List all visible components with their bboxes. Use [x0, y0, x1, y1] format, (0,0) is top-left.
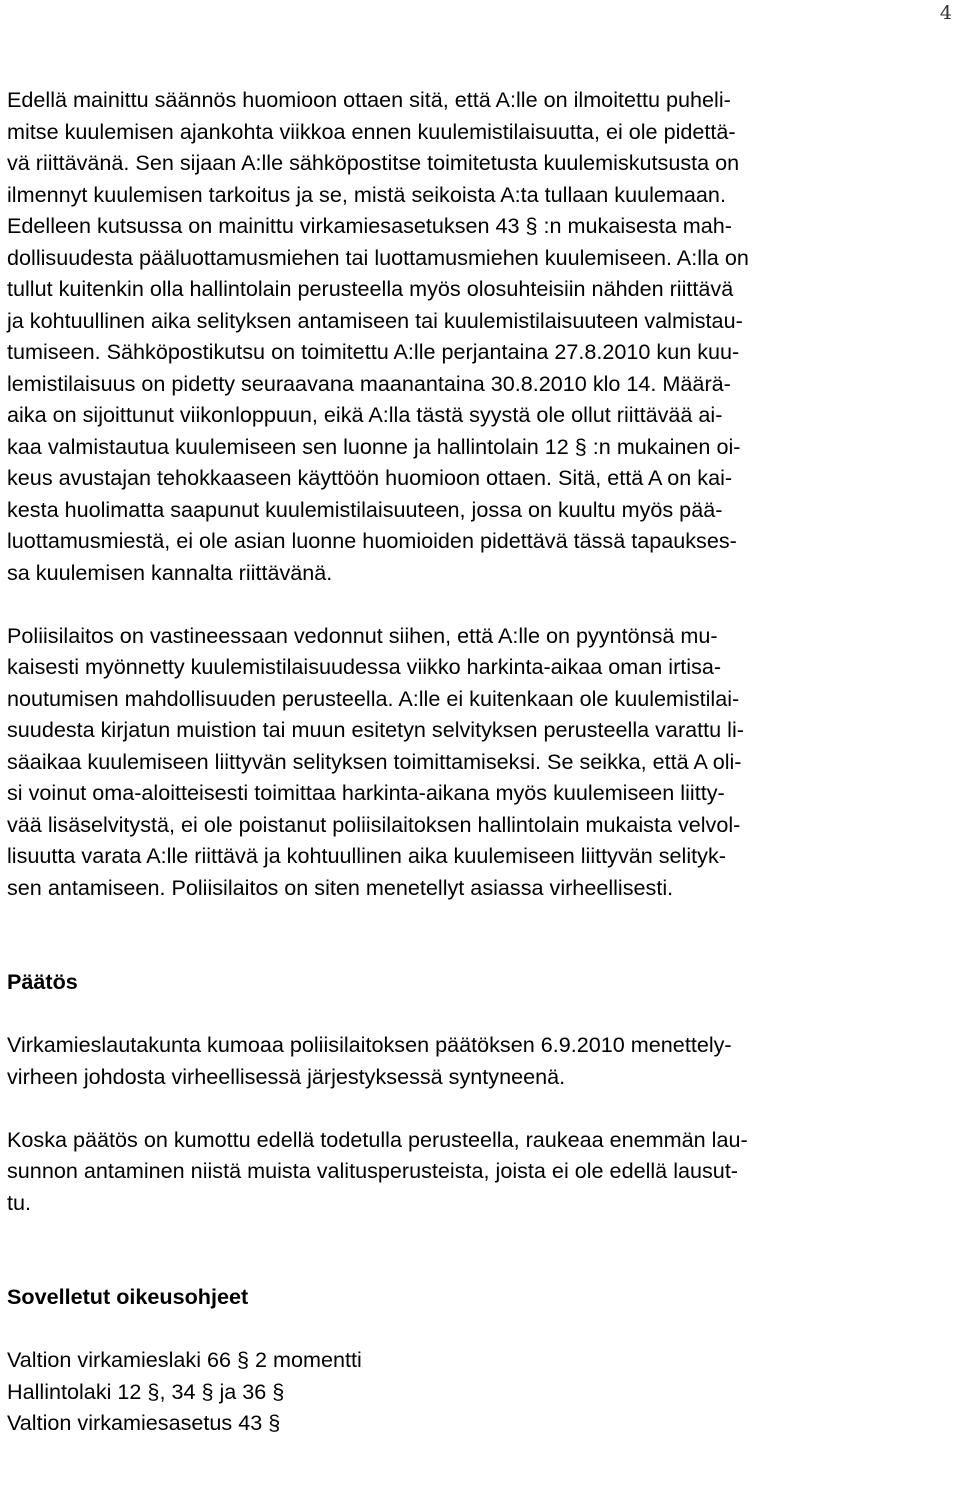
text-line: lemistilaisuus on pidetty seuraavana maanantaina 30.8.2010 klo 14. Määrä- [7, 370, 731, 396]
law-reference: Valtion virkamieslaki 66 § 2 momentti [7, 1347, 362, 1372]
paragraph-spacer [7, 588, 959, 620]
text-line: dollisuudesta pääluottamusmiehen tai luottamusmiehen kuulemiseen. A:lla on [7, 244, 749, 270]
text-line: vää lisäselvitystä, ei ole poistanut poliisilaitoksen hallintolain mukaista velvol- [7, 811, 741, 837]
text-line: ilmennyt kuulemisen tarkoitus ja se, mistä seikoista A:ta tullaan kuulemaan. [7, 181, 726, 207]
text-line: keus avustajan tehokkaaseen käyttöön huomioon ottaen. Sitä, että A on kai- [7, 465, 733, 490]
text-line: mitse kuulemisen ajankohta viikkoa ennen kuulemistilaisuutta, ei ole pidettä- [7, 118, 736, 144]
text-line: vä riittävänä. Sen sijaan A:lle sähköpostitse toimitetusta kuulemiskutsusta on [7, 150, 740, 175]
text-line: kaa valmistautua kuulemiseen sen luonne ja hallintolain 12 § :n mukainen oi- [7, 433, 741, 459]
text-line: ja kohtuullinen aika selityksen antamiseen tai kuulemistilaisuuteen valmistau- [7, 307, 743, 333]
paragraph-police-response [7, 620, 959, 904]
document-body [7, 84, 959, 1439]
text-line: säaikaa kuulemiseen liittyvän selityksen toimittamiseksi. Se seikka, että A oli- [7, 748, 742, 774]
text-line: Poliisilaitos on vastineessaan vedonnut siihen, että A:lle on pyyntönsä mu- [7, 622, 718, 648]
section-spacer [7, 903, 959, 966]
law-reference: Valtion virkamiesasetus 43 § [7, 1410, 281, 1435]
paragraph-spacer [7, 1092, 959, 1124]
paragraph-decision [7, 1029, 959, 1092]
section-spacer [7, 1218, 959, 1281]
section-heading-decision: Päätös [7, 969, 78, 994]
law-reference: Hallintolaki 12 §, 34 § ja 36 § [7, 1378, 285, 1404]
text-line: tullut kuitenkin olla hallintolain perusteella myös olosuhteisiin nähden riittävä [7, 276, 734, 301]
heading-spacer [7, 998, 959, 1030]
text-line: virheen johdosta virheellisessä järjestyksessä syntyneenä. [7, 1063, 566, 1089]
paragraph-hearing-assessment [7, 84, 959, 588]
text-line: Edelleen kutsussa on mainittu virkamiesasetuksen 43 § :n mukaisesta mah- [7, 213, 732, 238]
text-line: tumiseen. Sähköpostikutsu on toimitettu A:lle perjantaina 27.8.2010 kun kuu- [7, 339, 740, 364]
text-line: suudesta kirjatun muistion tai muun esitetyn selvityksen perusteella varattu li- [7, 717, 744, 742]
text-line: Edellä mainittu säännös huomioon ottaen sitä, että A:lle on ilmoitettu puheli- [7, 87, 731, 112]
page-number: 4 [939, 2, 952, 24]
text-line: sa kuulemisen kannalta riittävänä. [7, 559, 333, 585]
text-line: Virkamieslautakunta kumoaa poliisilaitoksen päätöksen 6.9.2010 menettely- [7, 1032, 732, 1057]
text-line: Koska päätös on kumottu edellä todetulla perusteella, raukeaa enemmän lau- [7, 1126, 748, 1152]
text-line: noutumisen mahdollisuuden perusteella. A:lle ei kuitenkaan ole kuulemistilai- [7, 685, 740, 711]
text-line: luottamusmiestä, ei ole asian luonne huomioiden pidettävä tässä tapaukses- [7, 528, 737, 553]
text-line: kaisesti myönnetty kuulemistilaisuudessa viikko harkinta-aikaa oman irtisa- [7, 654, 722, 679]
text-line: si voinut oma-aloitteisesti toimittaa harkinta-aikana myös kuulemiseen liitty- [7, 780, 725, 805]
text-line: sen antamiseen. Poliisilaitos on siten menetellyt asiassa virheellisesti. [7, 874, 674, 900]
text-line: kesta huolimatta saapunut kuulemistilaisuuteen, jossa on kuultu myös pää- [7, 496, 723, 522]
applied-laws-list [7, 1344, 959, 1439]
text-line: lisuutta varata A:lle riittävä ja kohtuullinen aika kuulemiseen liittyvän selityk- [7, 843, 726, 868]
text-line: tu. [7, 1189, 32, 1215]
heading-spacer [7, 1313, 959, 1345]
section-heading-applied-laws: Sovelletut oikeusohjeet [7, 1284, 249, 1309]
text-line: aika on sijoittunut viikonloppuun, eikä A:lla tästä syystä ole ollut riittävää ai- [7, 402, 723, 427]
text-line: sunnon antaminen niistä muista valitusperusteista, joista ei ole edellä lausut- [7, 1158, 739, 1183]
paragraph-lapse [7, 1124, 959, 1219]
